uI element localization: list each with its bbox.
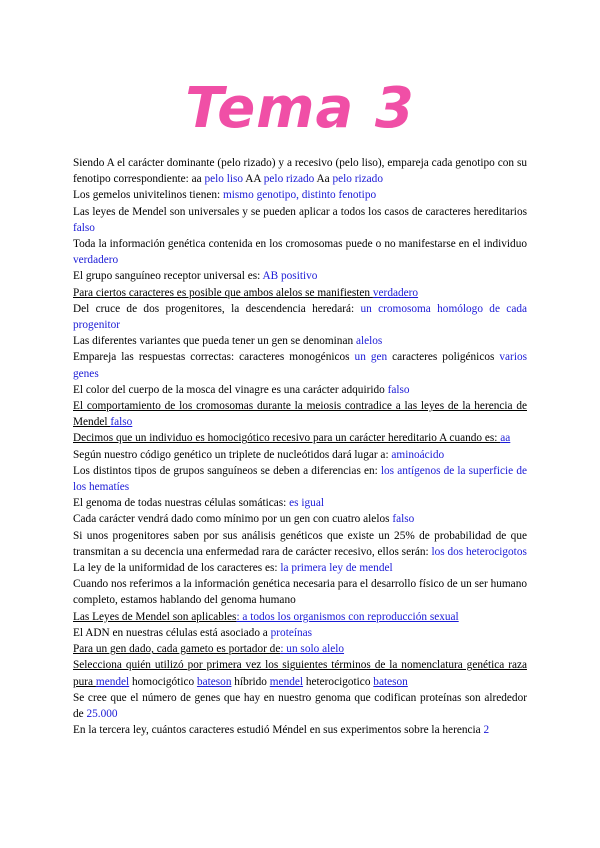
- question-text: AA: [243, 173, 264, 186]
- question-text: Las leyes de Mendel son universales y se pueden aplicar a todos los casos de caracteres hereditarios: [73, 205, 527, 218]
- list-item: [73, 285, 527, 301]
- list-item: [73, 511, 527, 527]
- list-item: [73, 236, 527, 268]
- list-item: [73, 495, 527, 511]
- list-item: [73, 204, 527, 236]
- answer-text: los dos heterocigotos: [431, 545, 527, 558]
- question-text: híbrido: [231, 675, 270, 688]
- answer-text: : a todos los organismos con reproducción sexual: [236, 610, 459, 623]
- question-text: Aa: [314, 173, 333, 186]
- list-item: [73, 301, 527, 333]
- list-item: [73, 463, 527, 495]
- answer-text: genoma humano: [220, 594, 296, 607]
- answer-text: mendel: [269, 675, 304, 688]
- question-text: Los distintos tipos de grupos sanguíneos se deben a diferencias en:: [73, 464, 381, 477]
- question-text: heterocigotico: [303, 675, 374, 688]
- question-text: Los gemelos univitelinos tienen:: [73, 189, 223, 202]
- list-item: [73, 398, 527, 430]
- question-text: Si unos progenitores saben por sus análisis genéticos que existe un 25% de probabilidad de que transmitan a su decencia una enfermedad rara de carácter recesivo, ellos serán:: [73, 529, 527, 558]
- question-text: La ley de la uniformidad de los caracteres es:: [73, 562, 281, 575]
- question-text: En la tercera ley, cuántos caracteres estudió Méndel en sus experimentos sobre la herencia: [73, 724, 484, 737]
- question-text: El comportamiento de los cromosomas durante la meiosis contradice a las leyes de la herencia de Mendel: [73, 400, 527, 429]
- list-item: [73, 690, 527, 722]
- list-item: [73, 268, 527, 284]
- answer-text: falso: [110, 416, 133, 429]
- answer-text: la primera ley de mendel: [280, 562, 393, 575]
- question-text: Las diferentes variantes que pueda tener un gen se denominan: [73, 335, 356, 348]
- question-text: Cada carácter vendrá dado como mínimo por un gen con cuatro alelos: [73, 513, 393, 526]
- list-item: [73, 609, 527, 625]
- question-text: Según nuestro código genético un triplete de nucleótidos dará lugar a:: [73, 448, 392, 461]
- list-item: [73, 447, 527, 463]
- question-text: caracteres poligénicos: [387, 351, 500, 364]
- answer-text: falso: [387, 383, 410, 396]
- answer-text: mismo genotipo, distinto fenotipo: [222, 189, 377, 202]
- answer-text: varios genes: [73, 351, 527, 380]
- question-text: Toda la información genética contenida en los cromosomas puede o no manifestarse en el individuo: [73, 238, 527, 251]
- list-item: [73, 576, 527, 608]
- question-list: [73, 155, 527, 738]
- page-title: Tema 3: [185, 76, 415, 141]
- answer-text: verdadero: [73, 254, 119, 267]
- question-text: El grupo sanguíneo receptor universal es:: [73, 270, 263, 283]
- answer-text: falso: [392, 513, 415, 526]
- list-item: [73, 187, 527, 203]
- answer-text: bateson: [196, 675, 232, 688]
- question-text: homocigótico: [129, 675, 197, 688]
- answer-text: 25.000: [86, 707, 118, 720]
- question-text: Decimos que un individuo es homocigótico recesivo para un carácter hereditario A cuando es:: [73, 432, 501, 445]
- answer-text: aa: [500, 432, 511, 445]
- question-text: Selecciona quién utilizó por primera vez los siguientes términos de la nomenclatura genética raza pura: [73, 659, 527, 688]
- question-text: El color del cuerpo de la mosca del vinagre es una carácter adquirido: [73, 383, 388, 396]
- answer-text: verdadero: [372, 286, 419, 299]
- answer-text: aminoácido: [391, 448, 445, 461]
- answer-text: mendel: [95, 675, 130, 688]
- list-item: [73, 560, 527, 576]
- answer-text: 2: [483, 724, 490, 737]
- list-item: [73, 333, 527, 349]
- list-item: [73, 430, 527, 446]
- list-item: [73, 657, 527, 689]
- question-text: El genoma de todas nuestras células somáticas:: [73, 497, 290, 510]
- answer-text: AB positivo: [262, 270, 318, 283]
- question-text: Para ciertos caracteres es posible que ambos alelos se manifiesten: [73, 286, 373, 299]
- answer-text: un cromosoma homólogo de cada progenitor: [73, 302, 527, 332]
- question-text: Empareja las respuestas correctas: caracteres monogénicos: [73, 351, 355, 364]
- list-item: [73, 382, 527, 398]
- question-text: Se cree que el número de genes que hay en nuestro genoma que codifican proteínas son alrededor de: [73, 691, 527, 720]
- answer-text: los antígenos de la superficie de los hematíes: [73, 464, 527, 494]
- answer-text: pelo rizado: [263, 173, 315, 186]
- question-text: Del cruce de dos progenitores, la descendencia heredará:: [73, 302, 361, 315]
- answer-text: alelos: [355, 335, 383, 348]
- question-text: Cuando nos referimos a la información genética necesaria para el desarrollo físico de un ser humano completo, estamos hablando del: [73, 578, 527, 607]
- answer-text: proteínas: [270, 626, 313, 639]
- question-text: El ADN en nuestras células está asociado a: [73, 626, 271, 639]
- answer-text: pelo rizado: [332, 173, 383, 186]
- question-text: Las Leyes de Mendel son aplicables: [73, 610, 237, 623]
- question-text: Siendo A el carácter dominante (pelo rizado) y a recesivo (pelo liso), empareja cada genotipo con su fenotipo correspondiente: aa: [73, 157, 527, 186]
- answer-text: es igual: [289, 497, 324, 510]
- answer-text: : un solo alelo: [280, 643, 345, 656]
- list-item: [73, 722, 527, 738]
- answer-text: bateson: [373, 675, 408, 688]
- answer-text: falso: [73, 221, 95, 234]
- list-item: [73, 528, 527, 560]
- list-item: [73, 625, 527, 641]
- answer-text: un gen: [354, 351, 388, 364]
- list-item: [73, 349, 527, 381]
- answer-text: pelo liso: [204, 173, 244, 186]
- list-item: [73, 155, 527, 187]
- question-text: Para un gen dado, cada gameto es portador de: [73, 643, 281, 656]
- list-item: [73, 641, 527, 657]
